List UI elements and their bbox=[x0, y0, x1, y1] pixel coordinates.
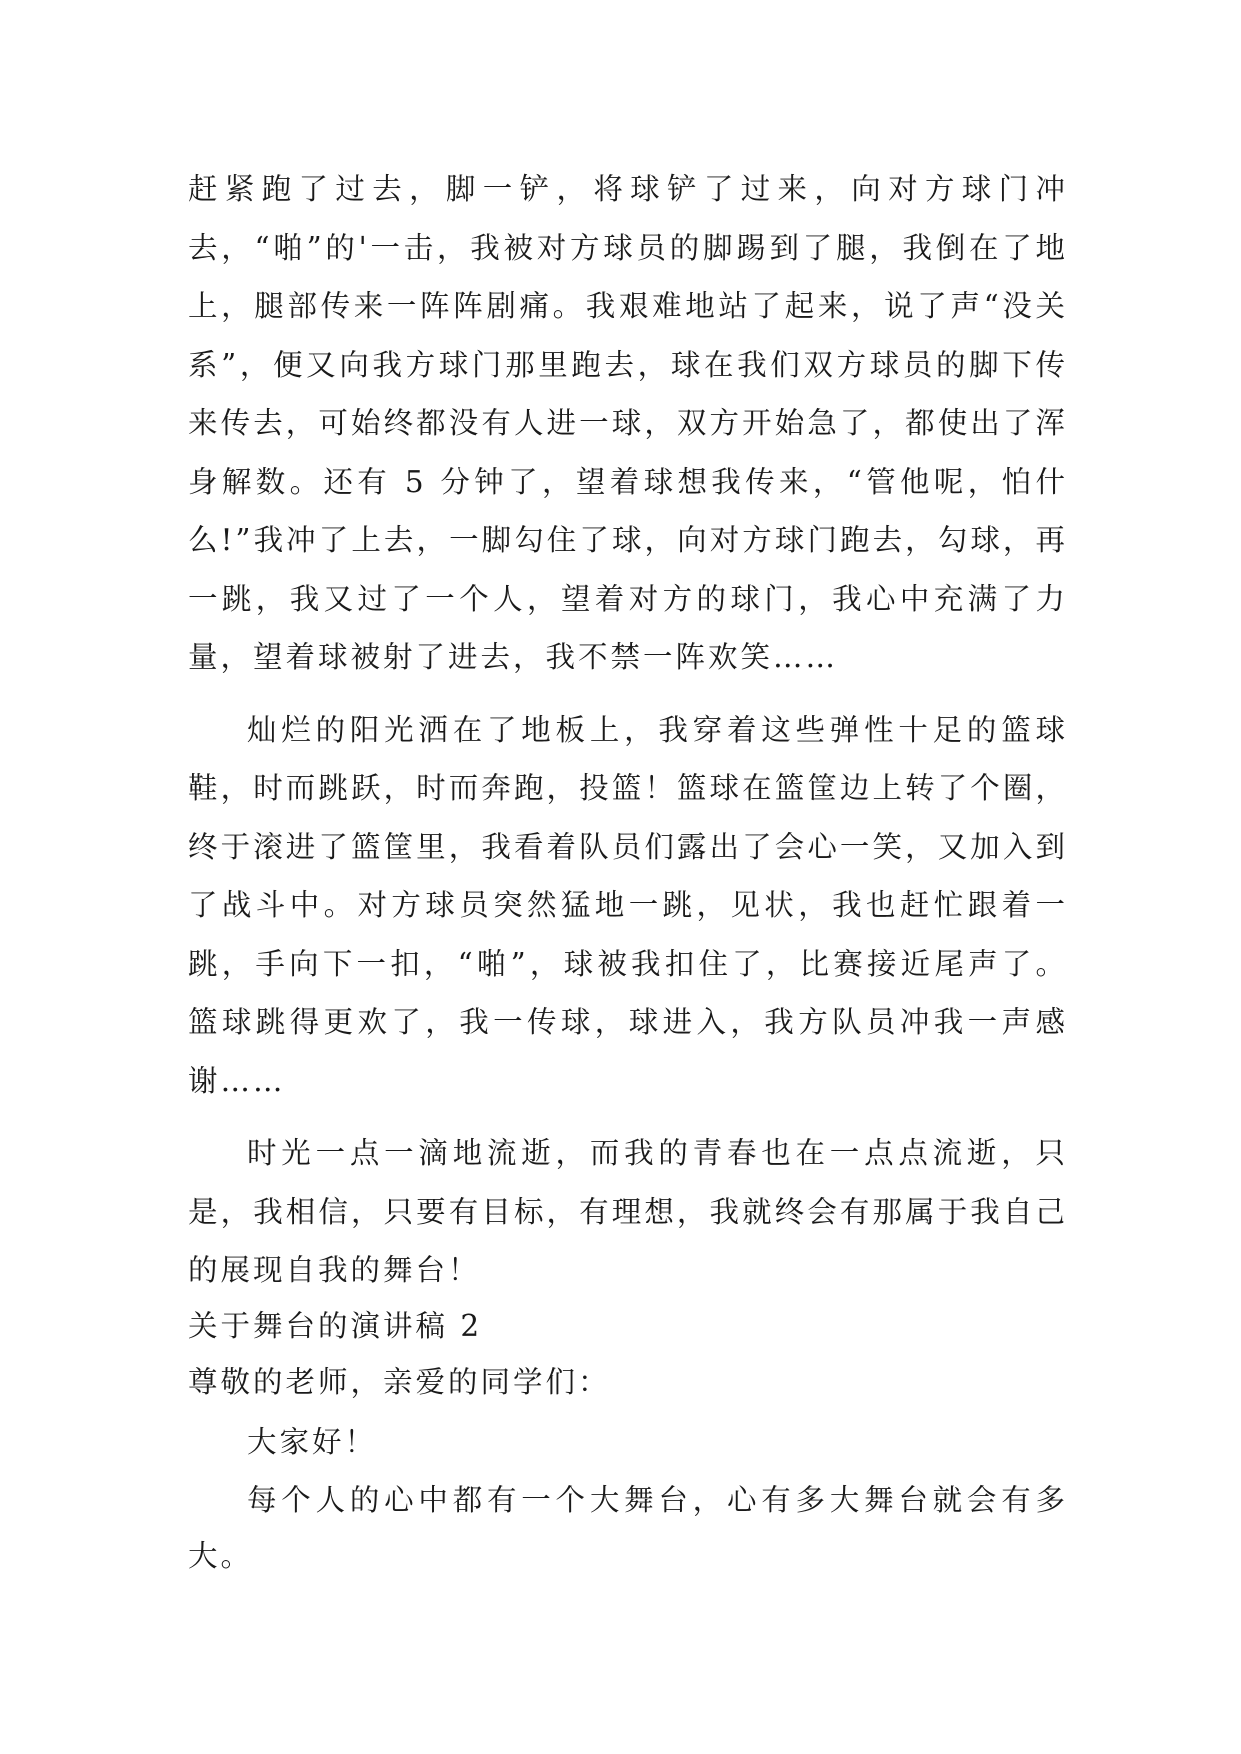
document-page bbox=[188, 160, 1068, 1584]
paragraph-stage: 每个人的心中都有一个大舞台，心有多大舞台就会有多大。 bbox=[188, 1482, 1068, 1573]
paragraph-football: 赶紧跑了过去，脚一铲，将球铲了过来，向对方球门冲去，“啪”的'一击，我被对方球员的脚踢到了腿，我倒在了地上，腿部传来一阵阵剧痛。我艰难地站了起来，说了声“没关系”，便又向我方球门那里跑去，球在我们双方球员的脚下传来传去，可始终都没有人进一球，双方开始急了，都使出了浑身解数。还有 5 分钟了，望着球想我传来，“管他呢，怕什么!”我冲了上去，一脚勾住了球，向对方球门跑去，勾球，再一跳，我又过了一个人，望着对方的球门，我心中充满了力量，望着球被射了进去，我不禁一阵欢笑…… bbox=[188, 172, 1068, 674]
greeting: 大家好！ bbox=[247, 1424, 378, 1459]
paragraph-basketball: 灿烂的阳光洒在了地板上，我穿着这些弹性十足的篮球鞋，时而跳跃，时而奔跑，投篮！篮球在篮筐边上转了个圈，终于滚进了篮筐里，我看着队员们露出了会心一笑，又加入到了战斗中。对方球员突然猛地一跳，见状，我也赶忙跟着一跳，手向下一扣，“啪”，球被我扣住了，比赛接近尾声了。篮球跳得更欢了，我一传球，球进入，我方队员冲我一声感谢…… bbox=[188, 712, 1068, 1098]
section-title: 关于舞台的演讲稿 2 bbox=[188, 1308, 483, 1343]
salutation: 尊敬的老师，亲爱的同学们： bbox=[188, 1364, 611, 1399]
paragraph-conclusion: 时光一点一滴地流逝，而我的青春也在一点点流逝，只是，我相信，只要有目标，有理想，我就终会有那属于我自己的展现自我的舞台！ bbox=[188, 1136, 1068, 1287]
